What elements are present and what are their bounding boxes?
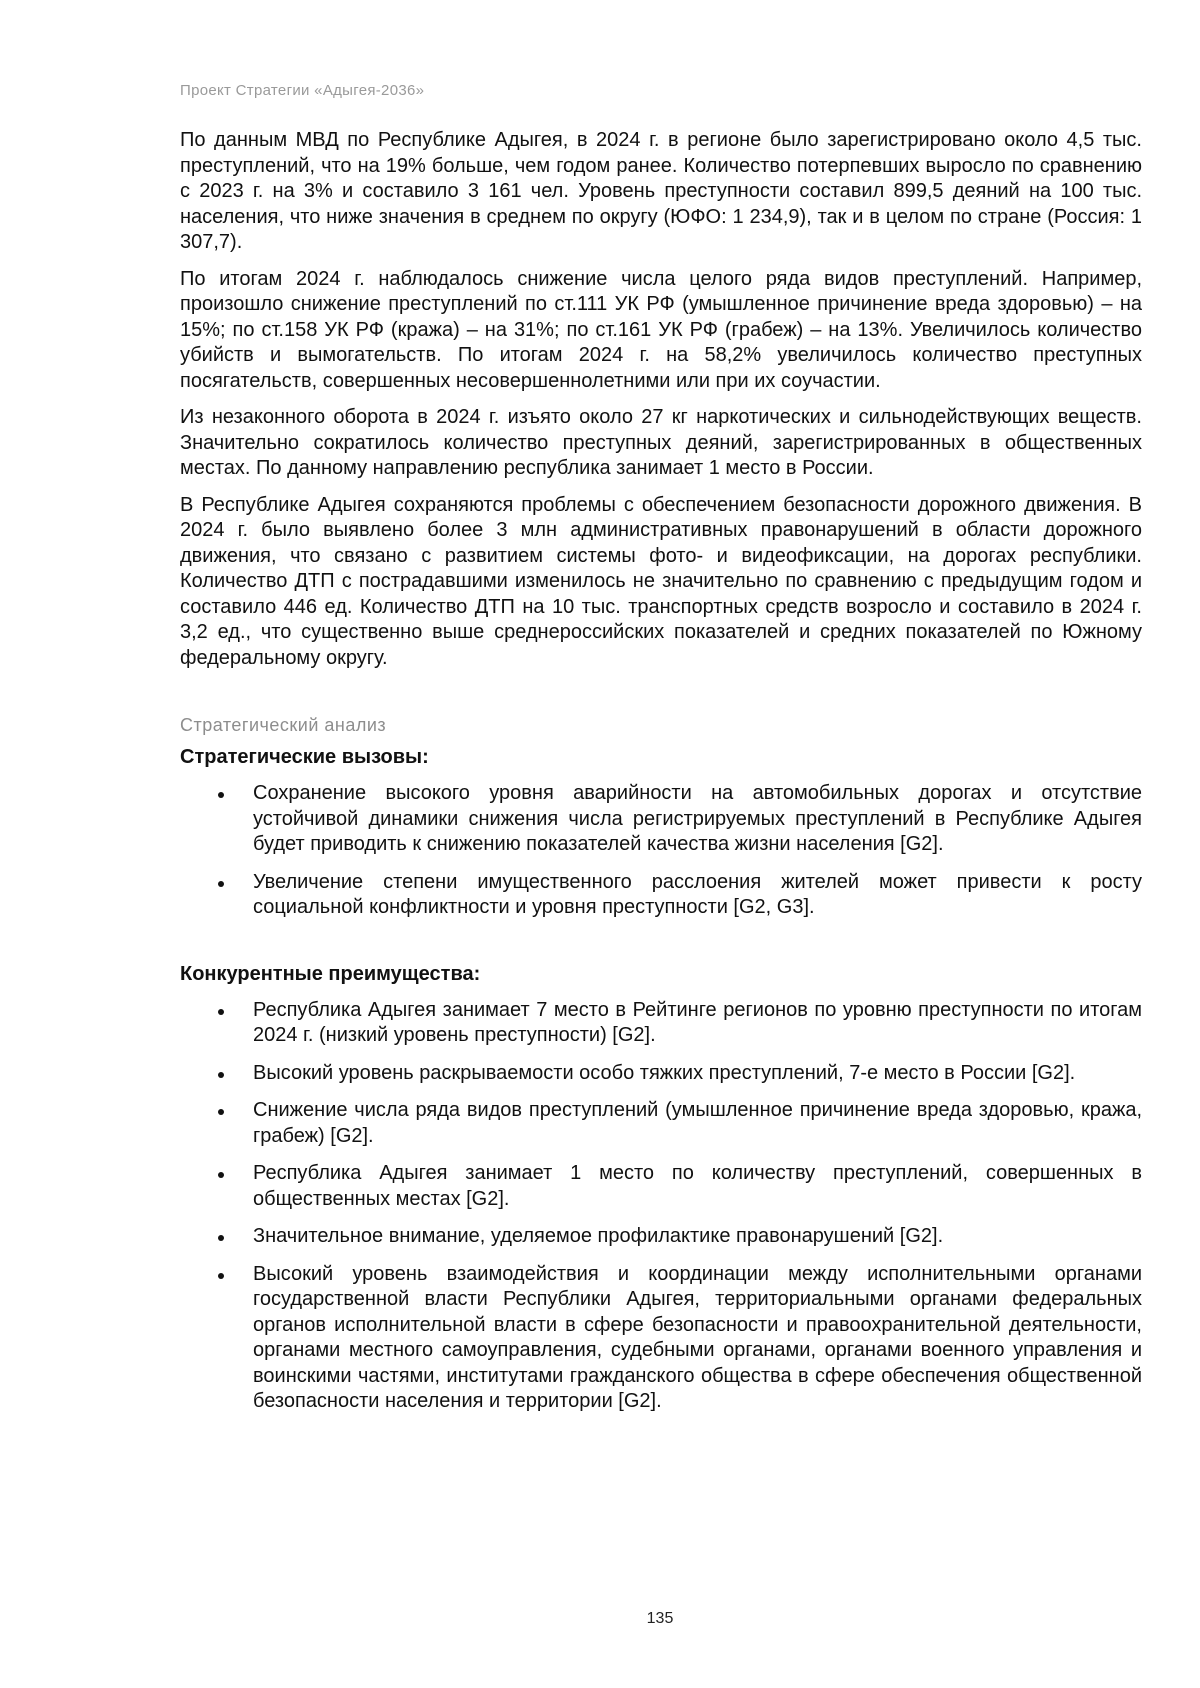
bullet-icon [218,1109,224,1115]
list-item [180,781,1142,858]
document-body [180,128,1142,1427]
list-item-text: Республика Адыгея занимает 7 место в Рейтинге регионов по уровню преступности по итогам 2024 г. (низкий уровень преступности) [G2]. [253,998,1142,1046]
list-strategic-challenges [180,781,1142,921]
bullet-icon [218,792,224,798]
bullet-icon [218,1072,224,1078]
paragraph-crime-types: По итогам 2024 г. наблюдалось снижение числа целого ряда видов преступлений. Например, произошло снижение преступлений по ст.111 УК РФ (умышленное причинение вреда здоровью) – на 15%; по ст.158 УК РФ (кража) – на 31%; по ст.161 УК РФ (грабеж) – на 13%. Увеличилось количество убийств и вымогательств. По итогам 2024 г. на 58,2% увеличилось количество преступных посягательств, совершенных несовершеннолетними или при их соучастии. [180,267,1142,392]
list-competitive-advantages [180,998,1142,1415]
list-item [180,870,1142,921]
bullet-icon [218,881,224,887]
list-item-text: Снижение числа ряда видов преступлений (умышленное причинение вреда здоровью, кража, грабеж) [G2]. [253,1099,1142,1147]
paragraph-road-safety: В Республике Адыгея сохраняются проблемы с обеспечением безопасности дорожного движения. В 2024 г. было выявлено более 3 млн административных правонарушений в области дорожного движения, что связано с развитием системы фото- и видеофиксации, на дорогах республики. Количество ДТП с пострадавшими изменилось не значительно по сравнению с предыдущим годом и составило 446 ед. Количество ДТП на 10 тыс. транспортных средств возросло и составило в 2024 г. 3,2 ед., что существенно выше среднероссийских показателей и средних показателей по Южному федеральному округу. [180,493,1142,669]
list-item-text: Республика Адыгея занимает 1 место по количеству преступлений, совершенных в общественных местах [G2]. [253,1162,1142,1210]
list-item [180,1098,1142,1149]
bullet-icon [218,1172,224,1178]
page-number: 135 [646,1610,674,1627]
list-item-text: Высокий уровень взаимодействия и координации между исполнительными органами государственной власти Республики Адыгея, территориальными органами федеральных органов исполнительной власти в сфере безопасности и правоохранительной деятельности, органами местного самоуправления, судебными органами, органами военного управления и воинскими частями, институтами гражданского общества в сфере обеспечения общественной безопасности населения и территории [G2]. [253,1262,1142,1412]
list-item-text: Сохранение высокого уровня аварийности на автомобильных дорогах и отсутствие устойчивой динамики снижения числа регистрируемых преступлений в Республике Адыгея будет приводить к снижению показателей качества жизни населения [G2]. [253,782,1142,855]
list-item-text: Высокий уровень раскрываемости особо тяжких преступлений, 7-е место в России [G2]. [253,1061,1076,1084]
list-item [180,998,1142,1049]
bullet-icon [218,1273,224,1279]
heading-strategic-challenges: Стратегические вызовы: [180,746,429,768]
list-item [180,1262,1142,1415]
bullet-icon [218,1235,224,1241]
section-label-strategic-analysis: Стратегический анализ [180,715,387,735]
list-item-text: Увеличение степени имущественного расслоения жителей может привести к росту социальной конфликтности и уровня преступности [G2, G3]. [253,870,1142,918]
list-item-text: Значительное внимание, уделяемое профилактике правонарушений [G2]. [253,1225,944,1247]
list-item [180,1224,1142,1250]
paragraph-crime-statistics: По данным МВД по Республике Адыгея, в 2024 г. в регионе было зарегистрировано около 4,5 тыс. преступлений, что на 19% больше, чем годом ранее. Количество потерпевших выросло по сравнению с 2023 г. на 3% и составило 3 161 чел. Уровень преступности составил 899,5 деяний на 100 тыс. населения, что ниже значения в среднем по округу (ЮФО: 1 234,9), так и в целом по стране (Россия: 1 307,7). [180,129,1142,253]
paragraph-drug-seizure: Из незаконного оборота в 2024 г. изъято около 27 кг наркотических и сильнодействующих веществ. Значительно сократилось количество преступных деяний, зарегистрированных в общественных местах. По данному направлению республика занимает 1 место в России. [180,406,1142,479]
list-item [180,1161,1142,1212]
bullet-icon [218,1009,224,1015]
heading-competitive-advantages: Конкурентные преимущества: [180,962,481,985]
page-header: Проект Стратегии «Адыгея-2036» [180,82,425,99]
list-item [180,1061,1142,1087]
